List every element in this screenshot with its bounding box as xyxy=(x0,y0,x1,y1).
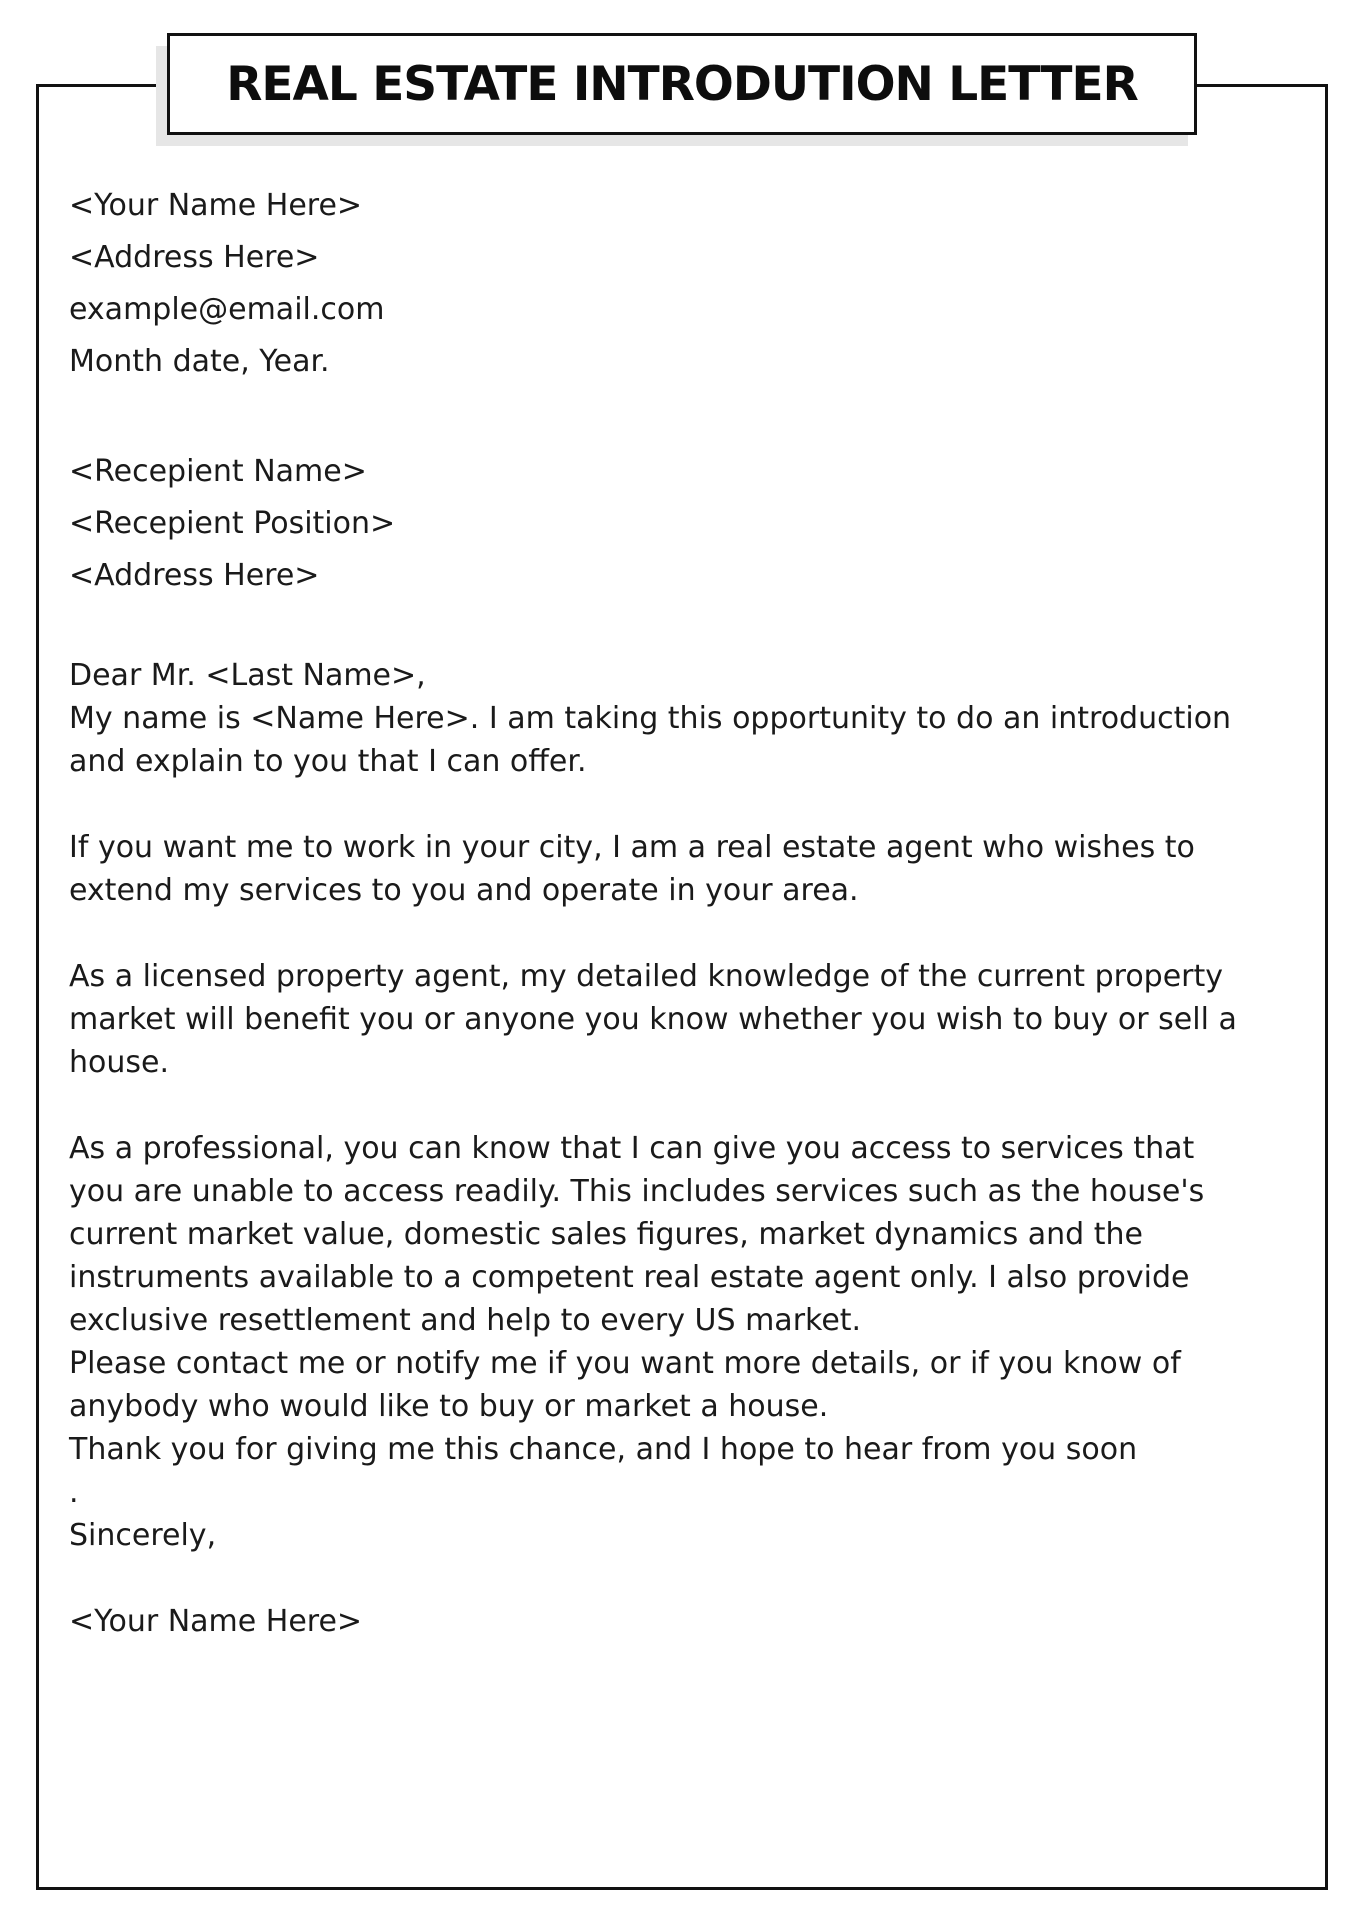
sender-address: <Address Here> xyxy=(69,240,320,275)
paragraph-expertise: As a licensed property agent, my detailed knowledge of the current property market will benefit you or anyone you know whether you wish to buy or sell a house. xyxy=(69,959,1237,1080)
sender-name: <Your Name Here> xyxy=(69,188,363,223)
sender-block xyxy=(69,180,1239,388)
paragraph-introduction: My name is <Name Here>. I am taking this opportunity to do an introduction and explain to you that I can offer. xyxy=(69,701,1232,779)
closing: Sincerely, xyxy=(69,1518,217,1553)
document-title: REAL ESTATE INTRODUTION LETTER xyxy=(226,56,1138,112)
title-box xyxy=(167,33,1197,135)
paragraph-thanks: Thank you for giving me this chance, and I hope to hear from you soon xyxy=(69,1432,1138,1467)
recipient-name: <Recepient Name> xyxy=(69,454,367,489)
paragraph-offer: If you want me to work in your city, I am a real estate agent who wishes to extend my services to you and operate in your area. xyxy=(69,830,1195,908)
letter-date: Month date, Year. xyxy=(69,344,330,379)
letter-body xyxy=(69,180,1239,1643)
paragraph-contact: Please contact me or notify me if you want more details, or if you know of anybody who would like to buy or market a house. xyxy=(69,1346,1181,1424)
letter-content xyxy=(69,654,1239,1643)
recipient-address: <Address Here> xyxy=(69,558,320,593)
paragraph-services: As a professional, you can know that I can give you access to services that you are unable to access readily. This includes services such as the house's current market value, domestic sales figures, market dynamics and the instruments available to a competent real estate agent only. I also provide exclusive resettlement and help to every US market. xyxy=(69,1131,1205,1338)
stray-period: . xyxy=(69,1475,79,1510)
recipient-position: <Recepient Position> xyxy=(69,506,396,541)
sender-email: example@email.com xyxy=(69,292,385,327)
signature: <Your Name Here> xyxy=(69,1604,363,1639)
recipient-block xyxy=(69,446,1239,602)
salutation: Dear Mr. <Last Name>, xyxy=(69,658,426,693)
